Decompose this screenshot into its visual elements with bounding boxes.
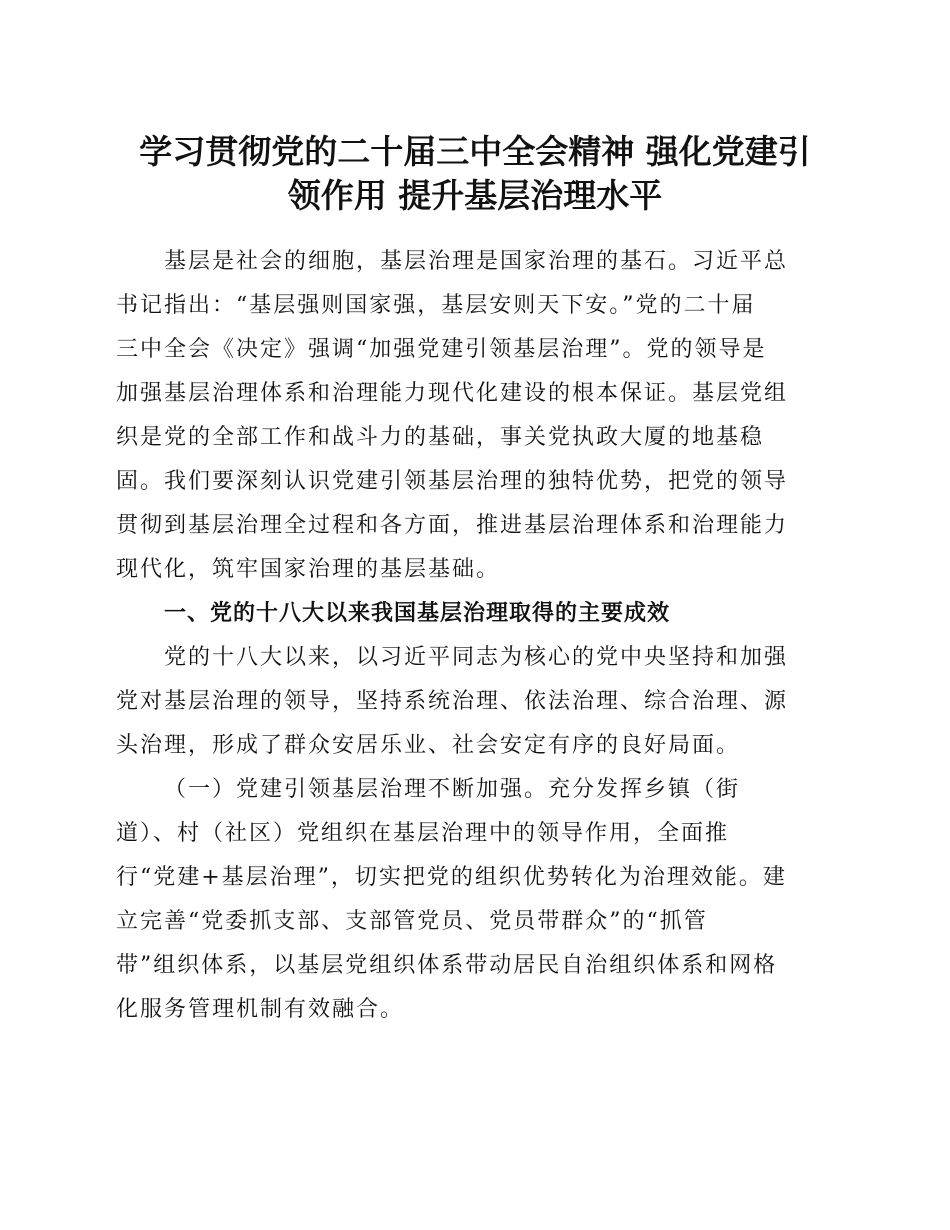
paragraph-line: 基层是社会的细胞，基层治理是国家治理的基石。习近平总 xyxy=(164,249,789,274)
paragraph-party-building xyxy=(116,768,838,1032)
paragraph-line: 头治理，形成了群众安居乐业、社会安定有序的良好局面。 xyxy=(116,733,741,758)
paragraph-line: 加强基层治理体系和治理能力现代化建设的根本保证。基层党组 xyxy=(116,381,789,406)
paragraph-line: 行“党建+基层治理”，切实把党的组织优势转化为治理效能。建 xyxy=(116,865,787,890)
paragraph-line: 立完善“党委抓支部、支部管党员、党员带群众”的“抓管 xyxy=(116,909,708,934)
section-heading: 一、党的十八大以来我国基层治理取得的主要成效 xyxy=(164,601,671,626)
paragraph-line: 织是党的全部工作和战斗力的基础，事关党执政大厦的地基稳 xyxy=(116,425,765,450)
title-line-1: 学习贯彻党的二十届三中全会精神 强化党建引 xyxy=(139,132,811,171)
paragraph-line: 三中全会《决定》强调“加强党建引领基层治理”。党的领导是 xyxy=(116,337,767,362)
paragraph-line: 党对基层治理的领导，坚持系统治理、依法治理、综合治理、源 xyxy=(116,689,789,714)
paragraph-achievements xyxy=(116,636,838,768)
paragraph-line: 现代化，筑牢国家治理的基层基础。 xyxy=(116,557,501,582)
paragraph-line: 贯彻到基层治理全过程和各方面，推进基层治理体系和治理能力 xyxy=(116,513,789,538)
paragraph-line: 党的十八大以来，以习近平同志为核心的党中央坚持和加强 xyxy=(164,645,789,670)
title-line-2: 领作用 提升基层治理水平 xyxy=(287,176,663,215)
paragraph-line: 固。我们要深刻认识党建引领基层治理的独特优势，把党的领导 xyxy=(116,469,789,494)
paragraph-line: 道）、村（社区）党组织在基层治理中的领导作用，全面推 xyxy=(116,821,730,846)
paragraph-line: 书记指出：“基层强则国家强，基层安则天下安。”党的二十届 xyxy=(116,293,756,318)
paragraph-line: 带”组织体系，以基层党组织体系带动居民自治组织体系和网格 xyxy=(116,953,778,978)
paragraph-line: 化服务管理机制有效融合。 xyxy=(116,997,405,1022)
paragraph-intro xyxy=(116,240,838,592)
document-title xyxy=(100,130,850,218)
document-body xyxy=(116,240,838,1032)
paragraph-line: （一）党建引领基层治理不断加强。充分发挥乡镇（街 xyxy=(164,777,741,802)
